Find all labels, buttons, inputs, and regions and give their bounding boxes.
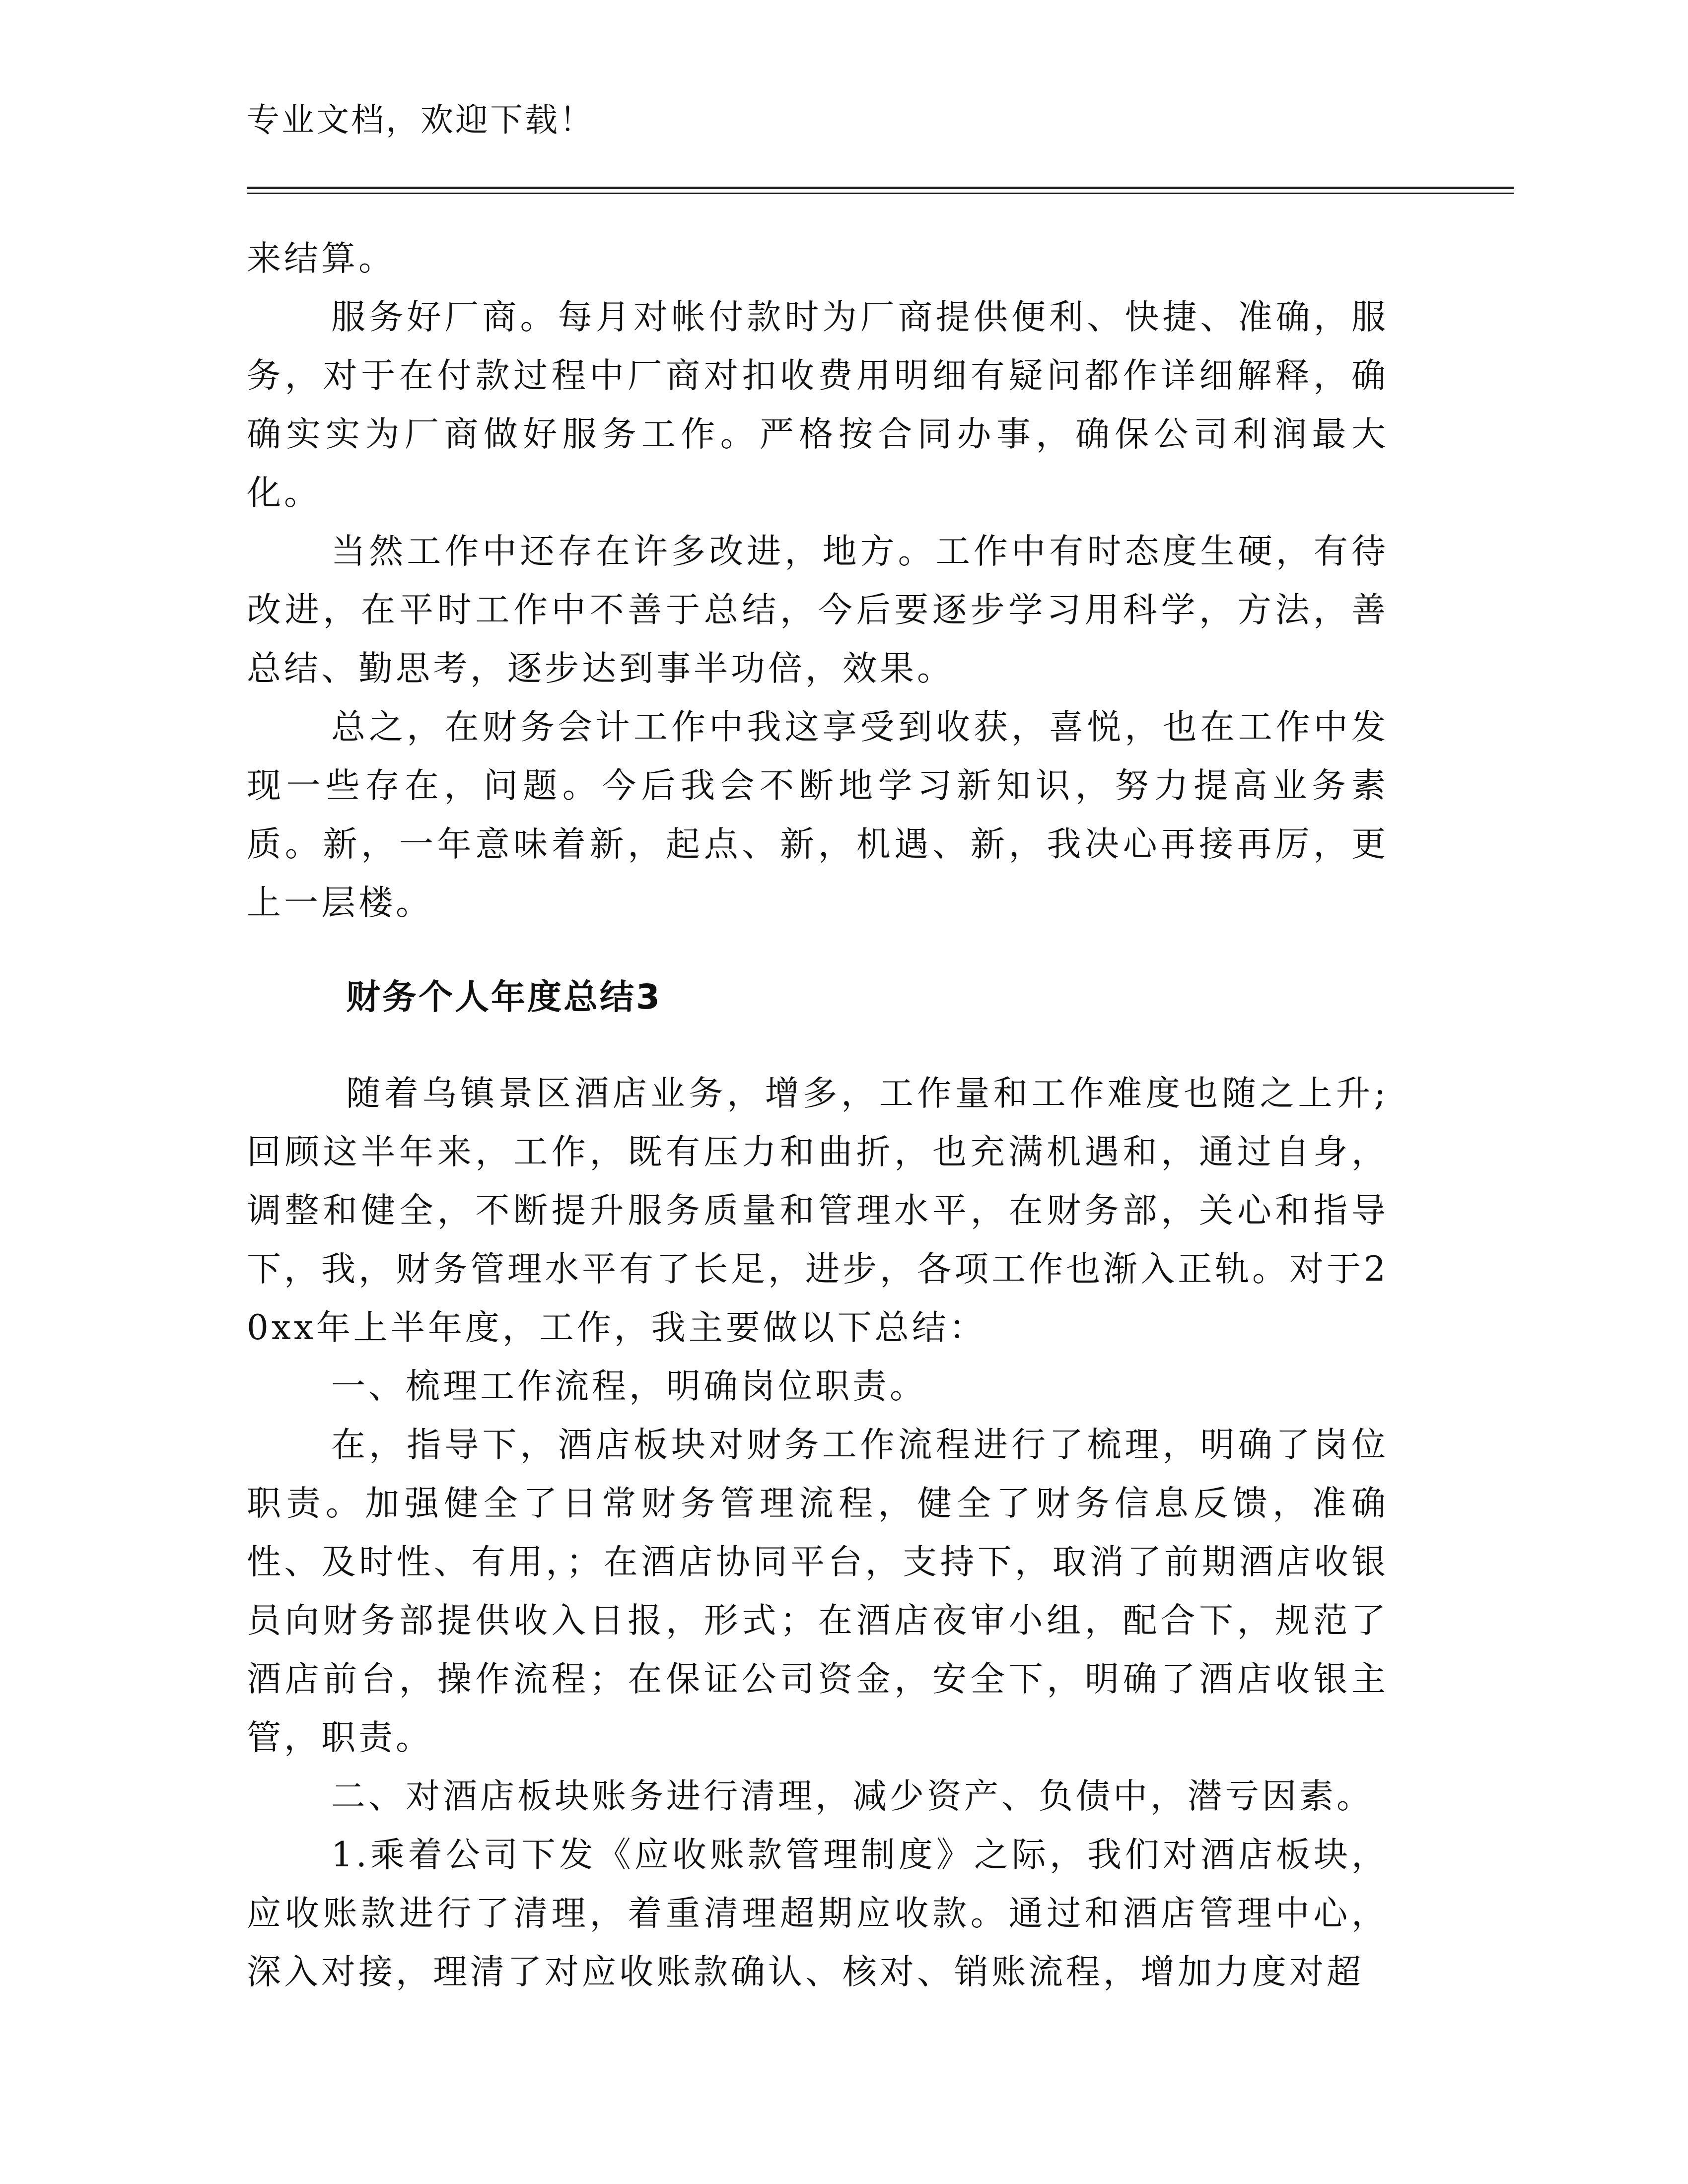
page-header: 专业文档，欢迎下载！ bbox=[247, 101, 594, 139]
document-body bbox=[247, 229, 1389, 2001]
paragraph: 1.乘着公司下发《应收账款管理制度》之际，我们对酒店板块，应收账款进行了清理，着重清理超期应收款。通过和酒店管理中心，深入对接，理清了对应收账款确认、核对、销账流程，增加力度对超 bbox=[247, 1835, 1389, 1992]
header-divider-thin bbox=[247, 193, 1514, 194]
paragraph: 在，指导下，酒店板块对财务工作流程进行了梳理，明确了岗位职责。加强健全了日常财务管理流程，健全了财务信息反馈，准确性、及时性、有用，；在酒店协同平台，支持下，取消了前期酒店收银员向财务部提供收入日报，形式；在酒店夜审小组，配合下，规范了酒店前台，操作流程；在保证公司资金，安全下，明确了酒店收银主管，职责。 bbox=[247, 1425, 1389, 1758]
paragraph: 总之，在财务会计工作中我这享受到收获，喜悦，也在工作中发现一些存在，问题。今后我会不断地学习新知识，努力提高业务素质。新，一年意味着新，起点、新，机遇、新，我决心再接再厉，更上一层楼。 bbox=[247, 707, 1389, 923]
header-divider-thick bbox=[247, 187, 1514, 189]
paragraph: 随着乌镇景区酒店业务，增多，工作量和工作难度也随之上升;回顾这半年来，工作，既有压力和曲折，也充满机遇和，通过自身，调整和健全，不断提升服务质量和管理水平，在财务部，关心和指导下，我，财务管理水平有了长足，进步，各项工作也渐入正轨。对于20xx年上半年度，工作，我主要做以下总结： bbox=[247, 1074, 1389, 1348]
paragraph: 服务好厂商。每月对帐付款时为厂商提供便利、快捷、准确，服务，对于在付款过程中厂商对扣收费用明细有疑问都作详细解释，确确实实为厂商做好服务工作。严格按合同办事，确保公司利润最大化。 bbox=[247, 297, 1389, 513]
section-title: 财务个人年度总结3 bbox=[346, 977, 662, 1017]
list-heading: 一、梳理工作流程，明确岗位职责。 bbox=[331, 1366, 927, 1406]
paragraph: 当然工作中还存在许多改进，地方。工作中有时态度生硬，有待改进，在平时工作中不善于总结，今后要逐步学习用科学，方法，善总结、勤思考，逐步达到事半功倍，效果。 bbox=[247, 532, 1389, 688]
list-heading: 二、对酒店板块账务进行清理，减少资产、负债中，潜亏因素。 bbox=[331, 1776, 1374, 1816]
paragraph: 来结算。 bbox=[247, 239, 396, 278]
